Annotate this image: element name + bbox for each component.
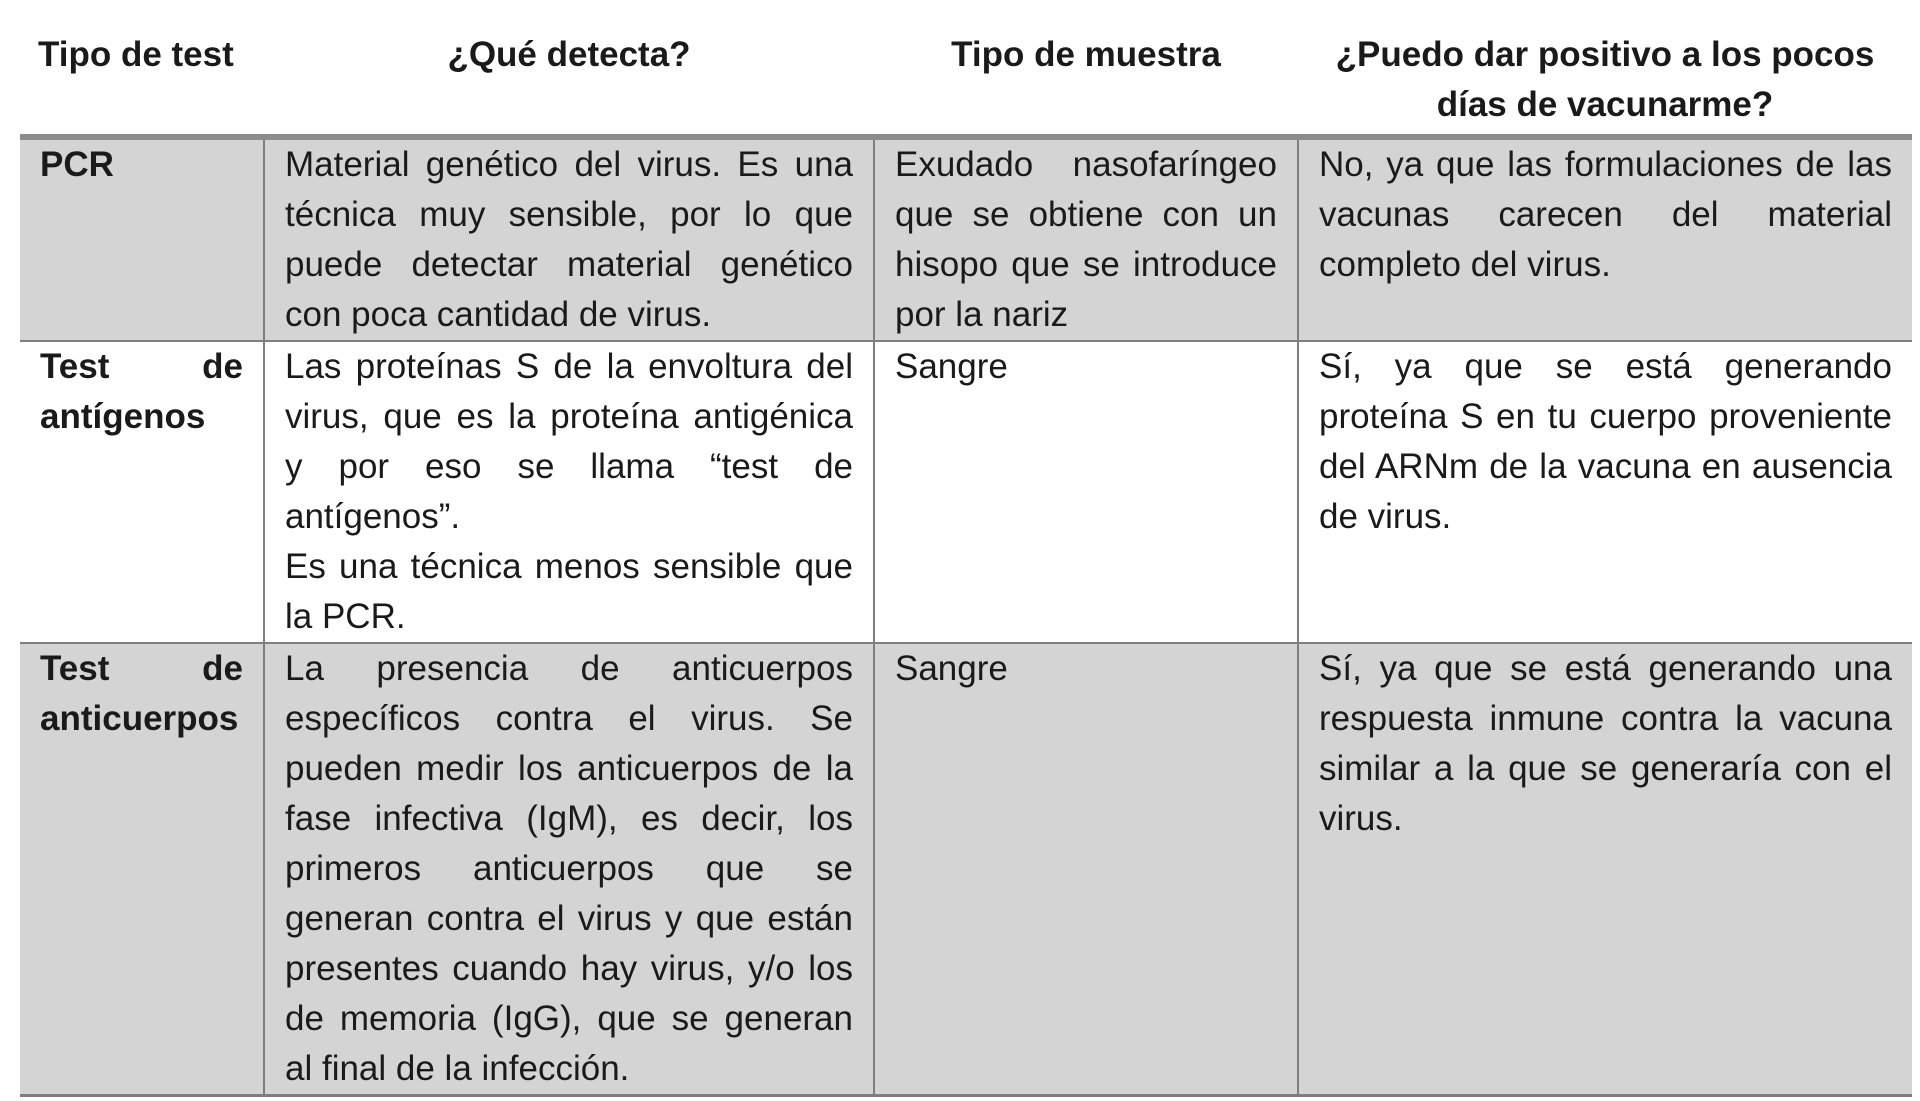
covid-tests-table — [20, 20, 1912, 1097]
table-row-antigens — [20, 341, 1912, 643]
cell-test-type: PCR — [20, 137, 264, 341]
cell-sample: Sangre — [874, 643, 1298, 1096]
table-body — [20, 137, 1912, 1096]
cell-detects-extra-text: Es una técnica menos sensible que la PCR. — [285, 547, 853, 636]
header-test-type: Tipo de test — [20, 20, 264, 137]
cell-sample: Sangre — [874, 341, 1298, 643]
cell-detects: Material genético del virus. Es una técnica muy sensible, por lo que puede detectar material genético con poca cantidad de virus. — [264, 137, 874, 341]
cell-sample: Exudado nasofaríngeo que se obtiene con un hisopo que se introduce por la nariz — [874, 137, 1298, 341]
cell-detects: La presencia de anticuerpos específicos contra el virus. Se pueden medir los anticuerpos de la fase infectiva (IgM), es decir, los primeros anticuerpos que se generan contra el virus y que están presentes cuando hay virus, y/o los de memoria (IgG), que se generan al final de la infección. — [264, 643, 874, 1096]
header-sample-type: Tipo de muestra — [874, 20, 1298, 137]
table-row-antibodies — [20, 643, 1912, 1096]
header-detects: ¿Qué detecta? — [264, 20, 874, 137]
cell-positive: Sí, ya que se está generando una respuesta inmune contra la vacuna similar a la que se generaría con el virus. — [1298, 643, 1912, 1096]
cell-detects — [264, 341, 874, 643]
cell-detects-text: Las proteínas S de la envoltura del virus, que es la proteína antigénica y por eso se llama “test de antígenos”. — [285, 347, 853, 536]
comparison-table-container — [20, 20, 1912, 1097]
header-positive-after-vaccine: ¿Puedo dar positivo a los pocos días de vacunarme? — [1298, 20, 1912, 137]
cell-positive: Sí, ya que se está generando proteína S en tu cuerpo proveniente del ARNm de la vacuna en ausencia de virus. — [1298, 341, 1912, 643]
table-row-pcr — [20, 137, 1912, 341]
table-header — [20, 20, 1912, 137]
cell-test-type: Test de anticuerpos — [20, 643, 264, 1096]
cell-positive: No, ya que las formulaciones de las vacunas carecen del material completo del virus. — [1298, 137, 1912, 341]
cell-test-type: Test de antígenos — [20, 341, 264, 643]
header-row — [20, 20, 1912, 137]
